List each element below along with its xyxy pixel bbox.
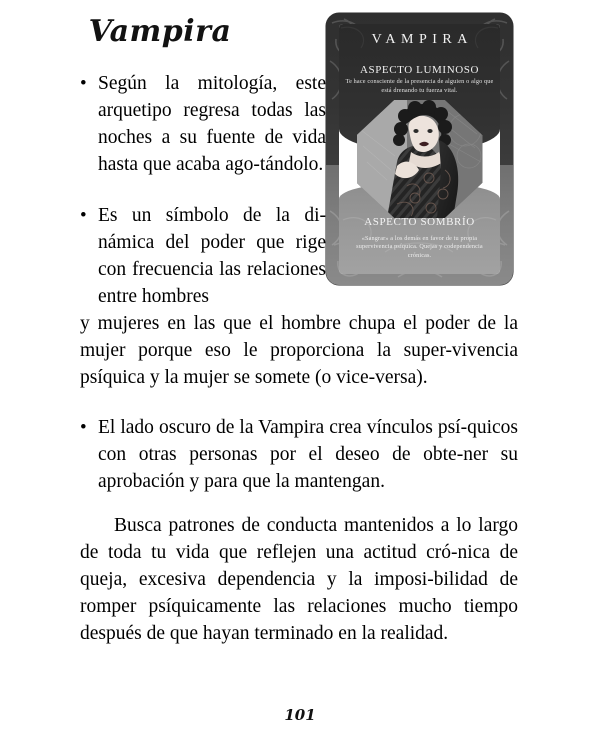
tarot-card-body xyxy=(326,13,513,285)
page-title: Vampira xyxy=(88,14,232,49)
tarot-card xyxy=(326,13,513,285)
card-light-aspect-text: Te hace consciente de la presencia de alguien o algo que está drenando tu fuerza vital. xyxy=(345,78,494,94)
list-item xyxy=(80,202,326,310)
list-item-text: Es un símbolo de la di-námica del poder que rige con frecuencia las relaciones entre hombres xyxy=(98,205,326,307)
card-title: VAMPIRA xyxy=(371,32,473,47)
bullet-marker: • xyxy=(80,73,87,94)
card-dark-aspect-heading: ASPECTO SOMBRÍO xyxy=(364,216,475,228)
card-light-aspect-heading: ASPECTO LUMINOSO xyxy=(359,64,480,76)
card-dark-aspect-text: «Sangrar» a los demás en favor de tu propia supervivencia psíquica. Quejas y codependencia crónicas. xyxy=(356,234,483,259)
list-item-text: Según la mitología, este arquetipo regresa todas las noches a su fuente de vida hasta que acaba ago-tándolo. xyxy=(98,73,326,175)
list-item xyxy=(80,70,326,178)
bullet-marker: • xyxy=(80,205,87,226)
closing-paragraph-text: Busca patrones de conducta mantenidos a lo largo de toda tu vida que reflejen una actitud cró-nica de queja, excesiva dependencia y la imposi-bilidad de romper psíquicamente las relaciones mucho tiempo después de que hayan terminado en la realidad. xyxy=(80,515,518,644)
page-number: 101 xyxy=(284,706,316,724)
bullet-marker: • xyxy=(80,417,87,438)
list-item-text: El lado oscuro de la Vampira crea vínculos psí-quicos con otras personas por el deseo de obte-ner su aprobación y para que la mantengan. xyxy=(98,417,518,492)
list-item xyxy=(80,414,518,495)
closing-paragraph xyxy=(80,512,518,647)
card-inner-panel xyxy=(339,24,500,274)
list-item-continuation-text: y mujeres en las que el hombre chupa el poder de la mujer porque eso le proporciona la super-vivencia psíquica y la mujer se somete (o vice-versa). xyxy=(80,313,518,388)
